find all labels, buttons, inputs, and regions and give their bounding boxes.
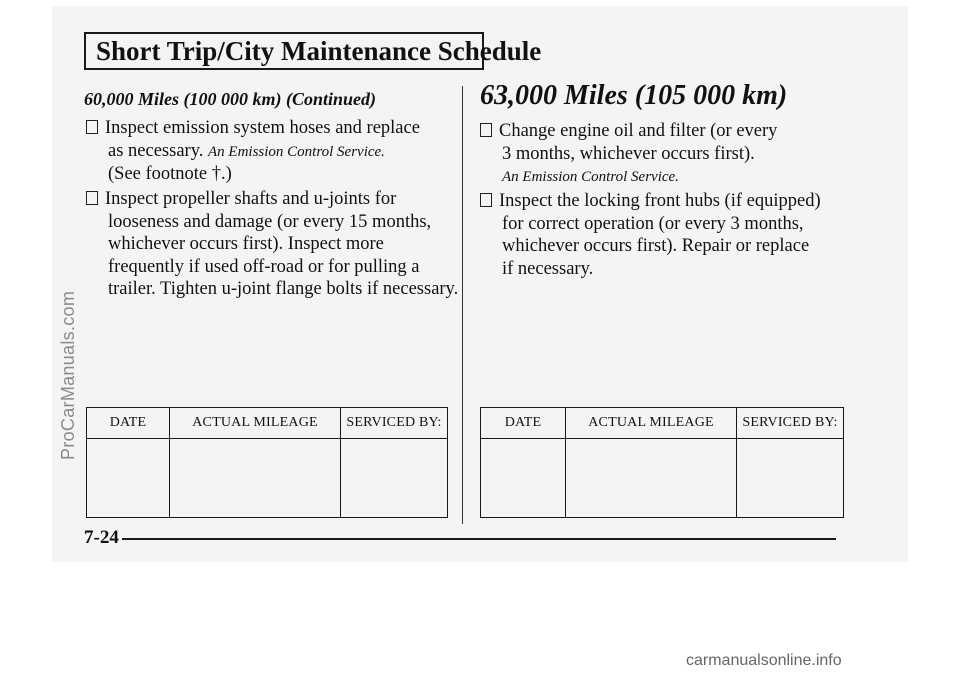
date-cell[interactable] [481,439,566,518]
section-header: Short Trip/City Maintenance Schedule [84,32,484,70]
item-text: (See footnote †.) [108,164,232,184]
item-text: looseness and damage (or every 15 months, [108,211,432,232]
side-watermark: ProCarManuals.com [58,290,78,460]
service-log-table-right [480,407,844,518]
right-subhead: 63,000 Miles (105 000 km) [480,80,788,111]
item-text: as necessary. [108,140,204,161]
item-text: Inspect the locking front hubs (if equipped) [499,191,821,211]
left-item-emission-hoses [86,117,420,186]
item-text: frequently if used off-road or for pulling a [108,256,420,277]
column-header-date: DATE [481,408,566,439]
emission-note: An Emission Control Service. [208,143,385,160]
item-text: 3 months, whichever occurs first). [502,143,755,164]
item-text: Inspect emission system hoses and replace [105,118,420,138]
checkbox-icon[interactable] [480,123,492,137]
checkbox-icon[interactable] [480,193,492,207]
item-text: Inspect propeller shafts and u-joints for [105,189,397,209]
column-header-serviced-by: SERVICED BY: [341,408,448,439]
item-text: trailer. Tighten u-joint flange bolts if necessary. [108,279,459,299]
item-text: whichever occurs first). Inspect more [108,234,384,254]
checkbox-icon[interactable] [86,191,98,205]
column-header-mileage: ACTUAL MILEAGE [566,408,737,439]
column-header-serviced-by: SERVICED BY: [737,408,844,439]
item-text: whichever occurs first). Repair or replace [502,236,810,256]
footer-rule [122,538,836,540]
column-divider [462,86,463,524]
mileage-cell[interactable] [566,439,737,518]
column-header-mileage: ACTUAL MILEAGE [170,408,341,439]
footer-watermark: carmanualsonline.info [686,652,842,669]
right-item-engine-oil [480,120,777,189]
emission-note: An Emission Control Service. [502,169,679,185]
column-header-date: DATE [87,408,170,439]
service-log-table-left [86,407,448,518]
right-item-front-hubs [480,190,821,280]
item-text: Change engine oil and filter (or every [499,121,778,141]
left-subhead: 60,000 Miles (100 000 km) (Continued) [84,89,377,109]
serviced-by-cell[interactable] [341,439,448,518]
item-text: for correct operation (or every 3 months, [502,213,804,234]
item-text: if necessary. [502,258,594,279]
date-cell[interactable] [87,439,170,518]
mileage-cell[interactable] [170,439,341,518]
left-item-propeller-shafts [86,188,458,301]
serviced-by-cell[interactable] [737,439,844,518]
page-number: 7-24 [84,527,119,548]
checkbox-icon[interactable] [86,120,98,134]
